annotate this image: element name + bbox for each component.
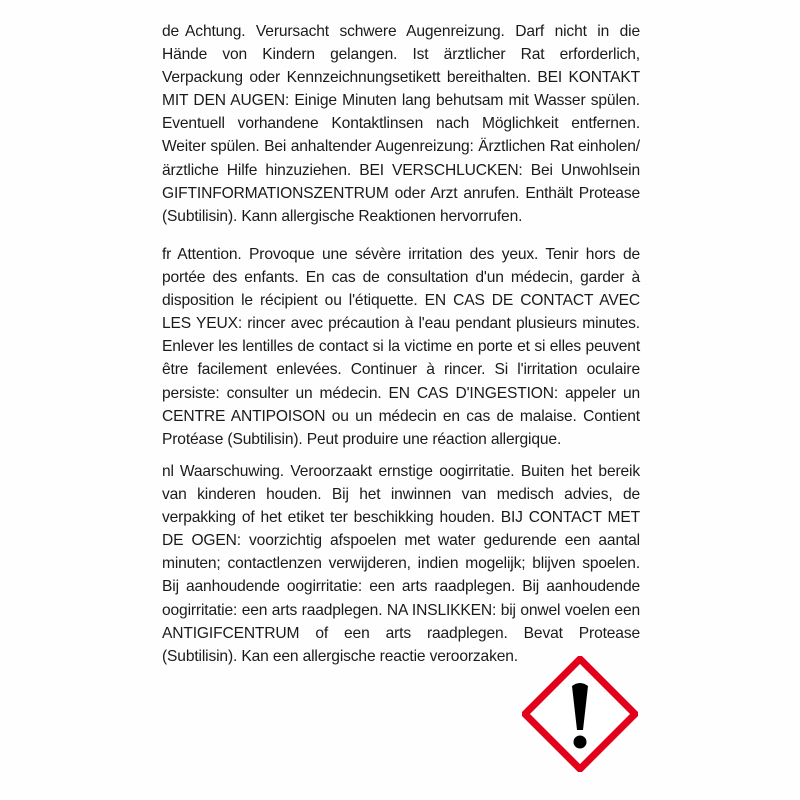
warning-text-de: Achtung. Verursacht schwere Augenreizung. Darf nicht in die Hände von Kindern gelangen. Ist ärztlicher Rat erforderlich, Verpackung oder Kennzeichnungsetikett bereithalten. BEI KONTAKT MIT DEN AUGEN: Einige Minuten lang behutsam mit Wasser spülen. Eventuell vorhandene Kontaktlinsen nach Möglichkeit entfernen. Weiter spülen. Bei anhaltender Augenreizung: Ärztlichen Rat einholen/ ärztliche Hilfe hinzuziehen. BEI VERSCHLUCKEN: Bei Unwohlsein GIFTINFORMATIONSZENTRUM oder Arzt anrufen. Enthält Protease (Subtilisin). Kann allergische Reaktionen hervorrufen. xyxy=(162,23,640,225)
warning-text-nl: Waarschuwing. Veroorzaakt ernstige oogirritatie. Buiten het bereik van kinderen houden. Bij het inwinnen van medisch advies, de verpakking of het etiket ter beschikking houden. BIJ CONTACT MET DE OGEN: voorzichtig afspoelen met water gedurende een aantal minuten; contactlenzen verwijderen, indien mogelijk; blijven spoelen. Bij aanhoudende oogirritatie: een arts raadplegen. Bij aanhoudende oogirritatie: een arts raadplegen. NA INSLIKKEN: bij onwel voelen een ANTIGIFCENTRUM of een arts raadplegen. Bevat Protease (Subtilisin). Kan een allergische reactie veroorzaken. xyxy=(162,463,640,665)
language-code-nl: nl xyxy=(162,463,174,480)
language-code-de: de xyxy=(162,23,180,40)
language-code-fr: fr xyxy=(162,246,172,263)
warning-block-de xyxy=(162,20,640,228)
warning-block-fr xyxy=(162,243,640,451)
ghs-exclamation-mark-icon xyxy=(522,656,638,772)
warning-block-nl xyxy=(162,460,640,668)
warning-text-fr: Attention. Provoque une sévère irritation des yeux. Tenir hors de portée des enfants. En cas de consultation d'un médecin, garder à disposition le récipient ou l'étiquette. EN CAS DE CONTACT AVEC LES YEUX: rincer avec précaution à l'eau pendant plusieurs minutes. Enlever les lentilles de contact si la victime en porte et si elles peuvent être facilement enlevées. Continuer à rincer. Si l'irritation oculaire persiste: consulter un médecin. EN CAS D'INGESTION: appeler un CENTRE ANTIPOISON ou un médecin en cas de malaise. Contient Protéase (Subtilisin). Peut produire une réaction allergique. xyxy=(162,246,640,448)
